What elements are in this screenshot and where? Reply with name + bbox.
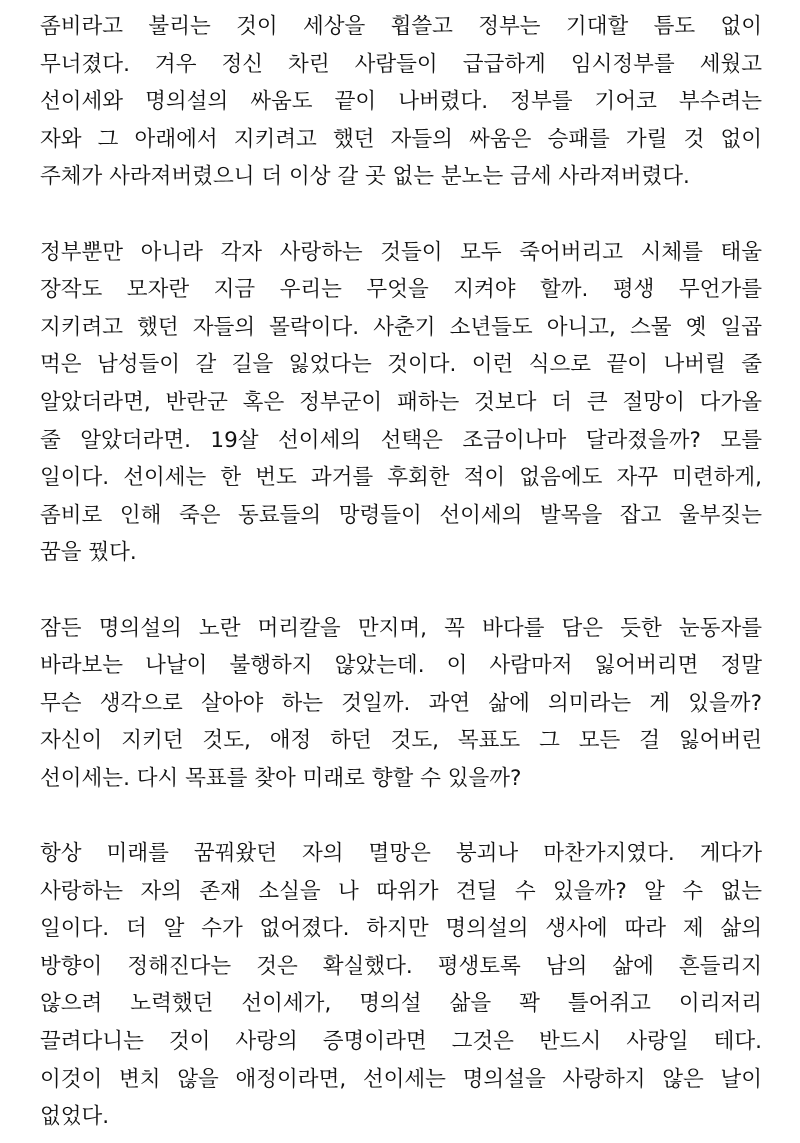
paragraph-1: [40, 8, 762, 196]
text-line: 자신이 지키던 것도, 애정 하던 것도, 목표도 그 모든 걸 잃어버린: [40, 728, 762, 754]
text-line: 꿈을 꿨다.: [40, 540, 137, 566]
text-line: 이것이 변치 않을 애정이라면, 선이세는 명의설을 사랑하지 않은 날이: [40, 1066, 762, 1092]
text-line: 없었다.: [40, 1104, 110, 1130]
text-line: 정부뿐만 아니라 각자 사랑하는 것들이 모두 죽어버리고 시체를 태울: [40, 239, 762, 265]
text-line: 바라보는 나날이 불행하지 않았는데. 이 사람마저 잃어버리면 정말: [40, 653, 762, 679]
text-line: 무슨 생각으로 살아야 하는 것일까. 과연 삶에 의미라는 게 있을까?: [40, 690, 762, 716]
text-line: 좀비로 인해 죽은 동료들의 망령들이 선이세의 발목을 잡고 울부짖는: [40, 502, 762, 528]
text-line: 항상 미래를 꿈꿔왔던 자의 멸망은 붕괴나 마찬가지였다. 게다가: [40, 841, 762, 867]
text-line: 지키려고 했던 자들의 몰락이다. 사춘기 소년들도 아니고, 스물 옛 일곱: [40, 314, 762, 340]
text-line: 일이다. 더 알 수가 없어졌다. 하지만 명의설의 생사에 따라 제 삶의: [40, 916, 762, 942]
paragraph-gap: [40, 196, 762, 234]
paragraph-3: [40, 610, 762, 798]
text-line: 선이세와 명의설의 싸움도 끝이 나버렸다. 정부를 기어코 부수려는: [40, 89, 762, 115]
text-line: 무너졌다. 겨우 정신 차린 사람들이 급급하게 임시정부를 세웠고: [40, 51, 762, 77]
text-line: 않으려 노력했던 선이세가, 명의설 삶을 꽉 틀어쥐고 이리저리: [40, 991, 762, 1017]
text-line: 자와 그 아래에서 지키려고 했던 자들의 싸움은 승패를 가릴 것 없이: [40, 126, 762, 152]
text-line: 알았더라면, 반란군 혹은 정부군이 패하는 것보다 더 큰 절망이 다가올: [40, 389, 762, 415]
paragraph-gap: [40, 572, 762, 610]
text-line: 줄 알았더라면. 19살 선이세의 선택은 조금이나마 달라졌을까? 모를: [40, 427, 762, 453]
text-line: 방향이 정해진다는 것은 확실했다. 평생토록 남의 삶에 흔들리지: [40, 953, 762, 979]
text-line: 잠든 명의설의 노란 머리칼을 만지며, 꼭 바다를 담은 듯한 눈동자를: [40, 615, 762, 641]
text-line: 선이세는. 다시 목표를 찾아 미래로 향할 수 있을까?: [40, 765, 522, 791]
text-line: 좀비라고 불리는 것이 세상을 휩쓸고 정부는 기대할 틈도 없이: [40, 14, 762, 39]
paragraph-4: [40, 835, 762, 1136]
text-line: 주체가 사라져버렸으니 더 이상 갈 곳 없는 분노는 금세 사라져버렸다.: [40, 164, 690, 190]
text-line: 사랑하는 자의 존재 소실을 나 따위가 견딜 수 있을까? 알 수 없는: [40, 878, 762, 904]
text-line: 일이다. 선이세는 한 번도 과거를 후회한 적이 없음에도 자꾸 미련하게,: [40, 465, 762, 491]
text-line: 끌려다니는 것이 사랑의 증명이라면 그것은 반드시 사랑일 테다.: [40, 1029, 762, 1055]
paragraph-2: [40, 234, 762, 572]
text-line: 장작도 모자란 지금 우리는 무엇을 지켜야 할까. 평생 무언가를: [40, 277, 762, 303]
paragraph-gap: [40, 797, 762, 835]
text-line: 먹은 남성들이 갈 길을 잃었다는 것이다. 이런 식으로 끝이 나버릴 줄: [40, 352, 762, 378]
